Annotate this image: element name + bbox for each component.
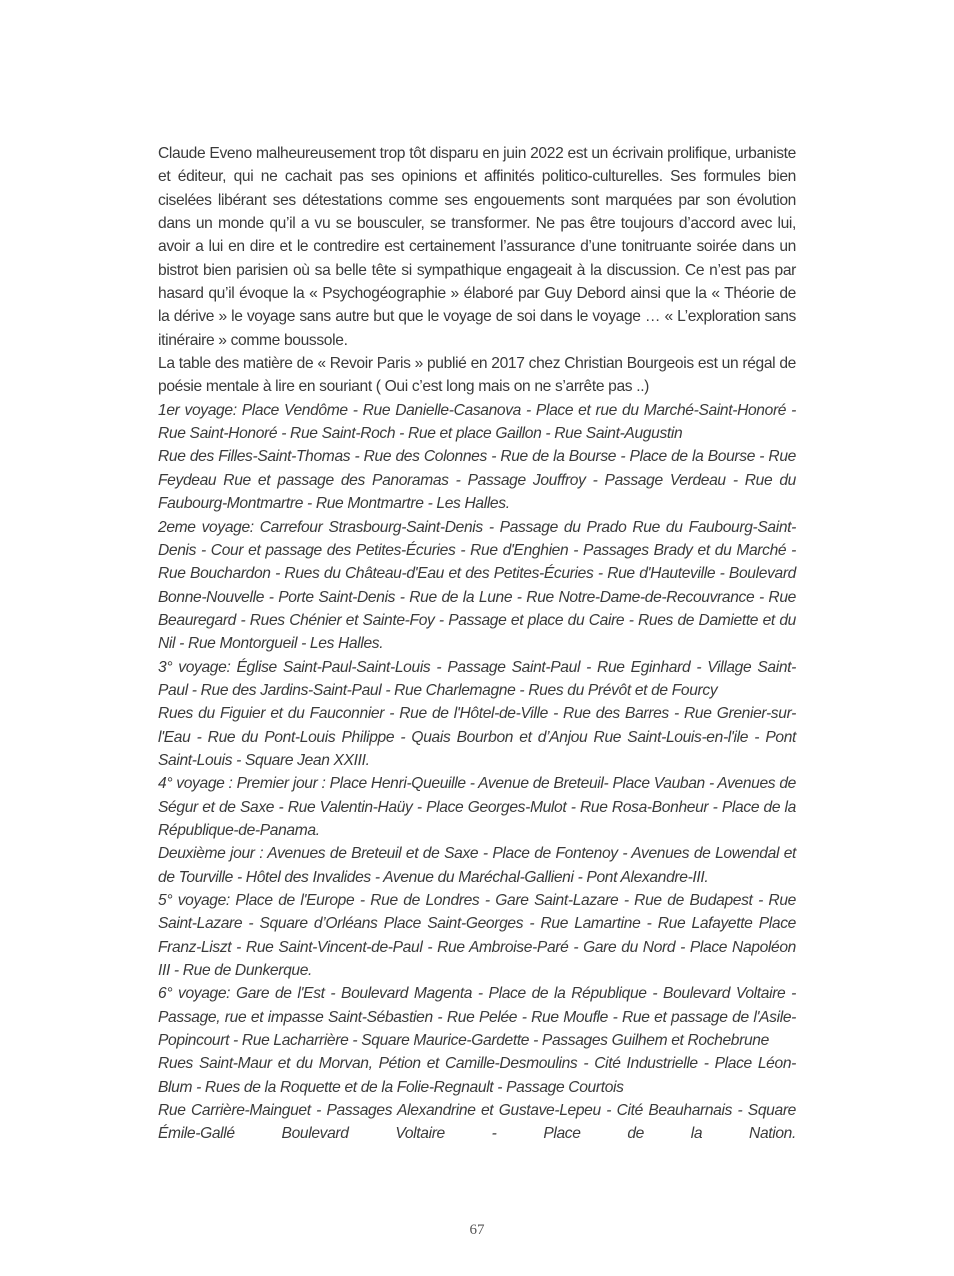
- voyage-2-paragraph-1: 2eme voyage: Carrefour Strasbourg-Saint-Denis - Passage du Prado Rue du Faubourg-Saint-Denis - Cour et passage des Petites-Écuries - Rue d'Enghien - Passages Brady et du Marché - Rue Bouchardon - Rues du Château-d'Eau et des Petites-Écuries - Rue d'Hauteville - Boulevard Bonne-Nouvelle - Porte Saint-Denis - Rue de la Lune - Rue Notre-Dame-de-Recouvrance - Rue Beauregard - Rues Chénier et Sainte-Foy - Passage et place du Caire - Rues de Damiette et du Nil - Rue Montorgueil - Les Halles.: [158, 518, 796, 653]
- body-text: [158, 142, 796, 1146]
- voyage-3-paragraph-1: 3° voyage: Église Saint-Paul-Saint-Louis - Passage Saint-Paul - Rue Eginhard - Village Saint-Paul - Rue des Jardins-Saint-Paul - Rue Charlemagne - Rues du Prévôt et de Fourcy: [158, 658, 796, 699]
- voyage-6-paragraph-3: Rue Carrière-Mainguet - Passages Alexandrine et Gustave-Lepeu - Cité Beauharnais - Square Émile-Gallé Boulevard Voltaire - Place de la Nation.: [158, 1102, 796, 1143]
- voyage-4-paragraph-2: Deuxième jour : Avenues de Breteuil et de Saxe - Place de Fontenoy - Avenues de Lowendal et de Tourville - Hôtel des Invalides - Avenue du Maréchal-Gallieni - Pont Alexandre-III.: [158, 845, 796, 886]
- voyage-1-paragraph-2: Rue des Filles-Saint-Thomas - Rue des Colonnes - Rue de la Bourse - Place de la Bourse - Rue Feydeau Rue et passage des Panoramas - Passage Jouffroy - Passage Verdeau - Rue du Faubourg-Montmartre - Rue Montmartre - Les Halles.: [158, 448, 796, 513]
- voyage-6-paragraph-1: 6° voyage: Gare de l'Est - Boulevard Magenta - Place de la République - Boulevard Voltaire - Passage, rue et impasse Saint-Sébastien - Rue Pelée - Rue Moufle - Rue et passage de l'Asile-Popincourt - Rue Lacharrière - Square Maurice-Gardette - Passages Guilhem et Rochebrune: [158, 985, 796, 1050]
- page-number: 67: [469, 1222, 485, 1238]
- voyage-1-paragraph-1: 1er voyage: Place Vendôme - Rue Danielle-Casanova - Place et rue du Marché-Saint-Honoré - Rue Saint-Honoré - Rue Saint-Roch - Rue et place Gaillon - Rue Saint-Augustin: [158, 401, 796, 443]
- toc-intro-paragraph: La table des matière de « Revoir Paris » publié en 2017 chez Christian Bourgeois est un régal de poésie mentale à lire en souriant ( Oui c’est long mais on ne s’arrête pas ..): [158, 355, 796, 396]
- voyage-5-paragraph-1: 5° voyage: Place de l'Europe - Rue de Londres - Gare Saint-Lazare - Rue de Budapest - Rue Saint-Lazare - Square d’Orléans Place Saint-Georges - Rue Lamartine - Rue Lafayette Place Franz-Liszt - Rue Saint-Vincent-de-Paul - Rue Ambroise-Paré - Gare du Nord - Place Napoléon III - Rue de Dunkerque.: [158, 892, 796, 980]
- voyage-6-paragraph-2: Rues Saint-Maur et du Morvan, Pétion et Camille-Desmoulins - Cité Industrielle - Place Léon-Blum - Rues de la Roquette et de la Folie-Regnault - Passage Courtois: [158, 1055, 796, 1096]
- voyage-4-paragraph-1: 4° voyage : Premier jour : Place Henri-Queuille - Avenue de Breteuil- Place Vauban - Avenues de Ségur et de Saxe - Rue Valentin-Haüy - Place Georges-Mulot - Rue Rosa-Bonheur - Place de la République-de-Panama.: [158, 775, 796, 839]
- intro-paragraph: Claude Eveno malheureusement trop tôt disparu en juin 2022 est un écrivain prolifique, urbaniste et éditeur, qui ne cachait pas ses opinions et affinités politico-culturelles. Ses formules bien ciselées libérant ses détestations comme ses engouements sont marquées par son évolution dans un monde qu’il a vu se bousculer, se transformer. Ne pas être toujours d’accord avec lui, avoir a lui en dire et le contredire est certainement l’assurance d’une tonitruante soirée dans un bistrot bien parisien où sa belle tête si sympathique engageait à la discussion. Ce n’est pas par hasard qu’il évoque la « Psychogéographie » élaboré par Guy Debord ainsi que la « Théorie de la dérive » le voyage sans autre but que le voyage de soi dans le voyage … « L’exploration sans itinéraire » comme boussole.: [158, 145, 796, 349]
- voyage-3-paragraph-2: Rues du Figuier et du Fauconnier - Rue de l'Hôtel-de-Ville - Rue des Barres - Rue Grenier-sur-l'Eau - Rue du Pont-Louis Philippe - Quais Bourbon et d’Anjou Rue Saint-Louis-en-l'ile - Pont Saint-Louis - Square Jean XXIII.: [158, 705, 796, 769]
